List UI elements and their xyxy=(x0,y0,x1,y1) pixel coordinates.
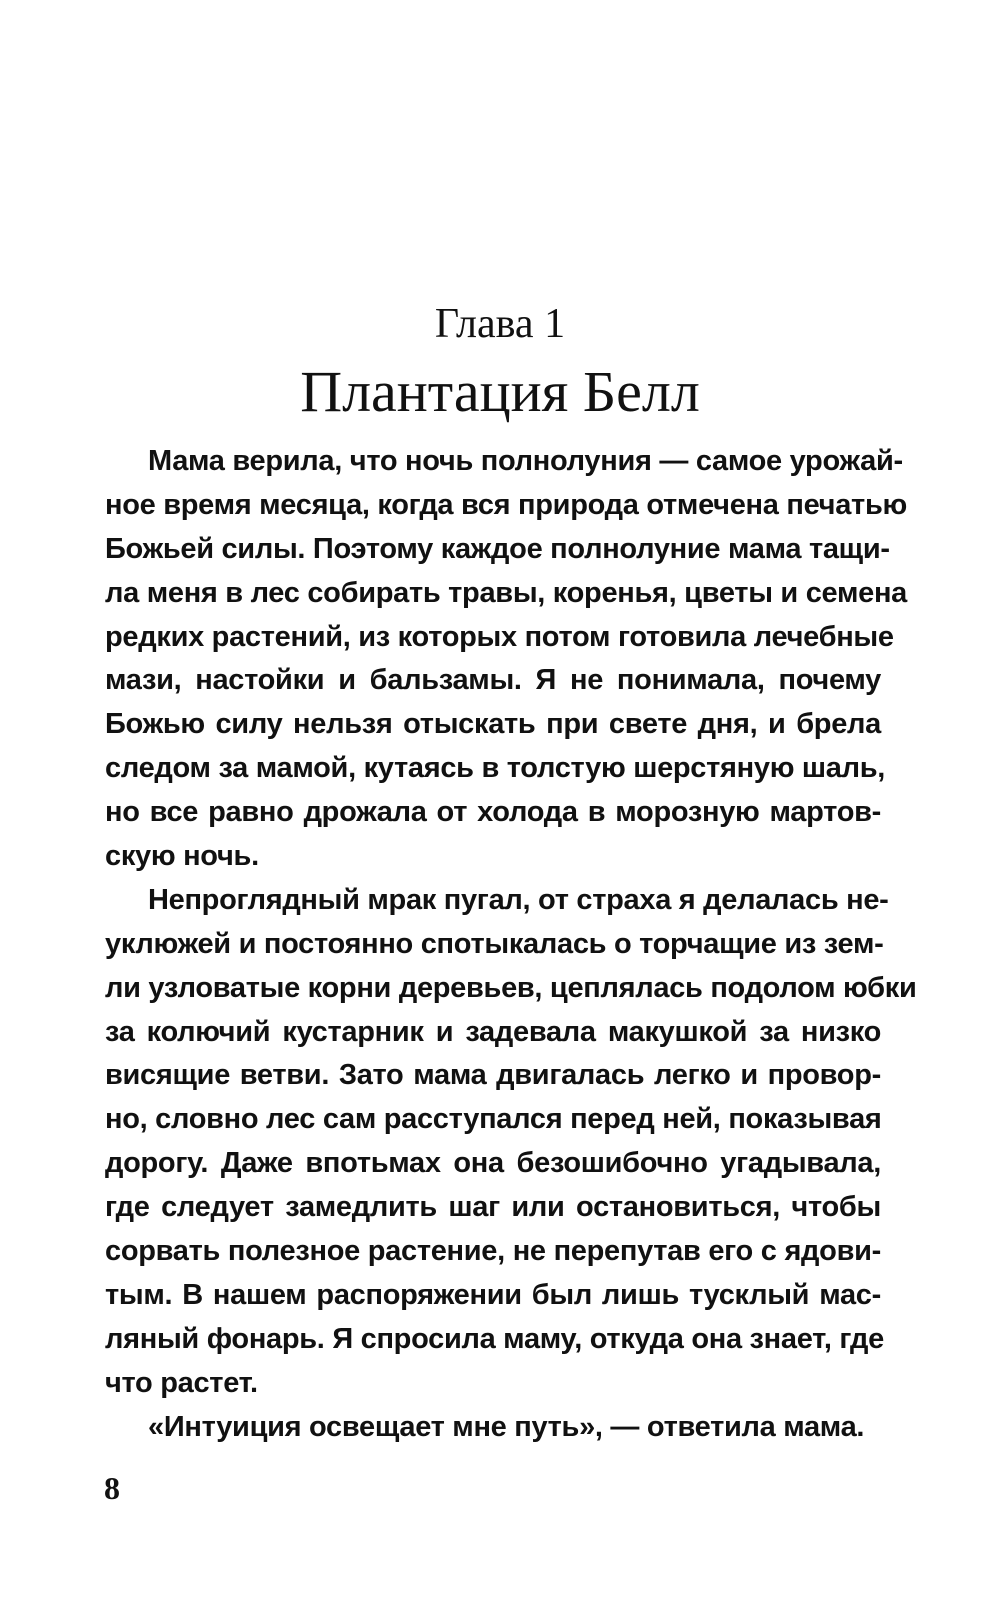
text-line: Мама верила, что ночь полнолуния — самое урожай- xyxy=(148,445,903,477)
text-line: Непроглядный мрак пугал, от страха я делалась не- xyxy=(148,883,889,916)
text-line: уклюжей и постоянно спотыкалась о торчащие из зем- xyxy=(105,927,884,960)
chapter-title: Плантация Белл xyxy=(300,359,700,424)
text-line: висящие ветви. Зато мама двигалась легко и провор- xyxy=(105,1059,881,1092)
text-line: следом за мамой, кутаясь в толстую шерстяную шаль, xyxy=(105,752,886,785)
text-line: сорвать полезное растение, не перепутав его с ядови- xyxy=(105,1235,881,1268)
text-line: что растет. xyxy=(105,1366,258,1399)
paragraph xyxy=(105,440,908,879)
text-line: дорогу. Даже впотьмах она безошибочно угадывала, xyxy=(105,1147,881,1180)
text-line: скую ночь. xyxy=(105,840,259,873)
paragraph xyxy=(105,879,917,1406)
text-line: ли узловатые корни деревьев, цеплялась подолом юбки xyxy=(105,971,917,1004)
text-line: мази, настойки и бальзамы. Я не понимала, почему xyxy=(105,664,881,697)
text-line: ла меня в лес собирать травы, коренья, цветы и семена xyxy=(105,576,908,609)
chapter-number: Глава 1 xyxy=(434,301,566,347)
chapter-body xyxy=(105,440,917,1449)
text-line: где следует замедлить шаг или остановиться, чтобы xyxy=(105,1191,881,1224)
text-line: но все равно дрожала от холода в морозную мартов- xyxy=(105,796,881,829)
paragraph xyxy=(105,1406,881,1450)
page-number: 8 xyxy=(104,1470,120,1506)
text-line: тым. В нашем распоряжении был лишь тусклый мас- xyxy=(105,1278,881,1311)
text-line: «Интуиция освещает мне путь», — ответила мама. xyxy=(148,1410,865,1443)
text-line: но, словно лес сам расступался перед ней, показывая xyxy=(105,1103,882,1136)
text-line: ное время месяца, когда вся природа отмечена печатью xyxy=(105,488,907,521)
text-line: Божьей силы. Поэтому каждое полнолуние мама тащи- xyxy=(105,532,890,565)
text-line: за колючий кустарник и задевала макушкой за низко xyxy=(105,1015,881,1048)
text-line: Божью силу нельзя отыскать при свете дня, и брела xyxy=(105,708,881,741)
text-line: редких растений, из которых потом готовила лечебные xyxy=(105,620,894,653)
text-line: ляный фонарь. Я спросила маму, откуда она знает, где xyxy=(105,1322,884,1355)
